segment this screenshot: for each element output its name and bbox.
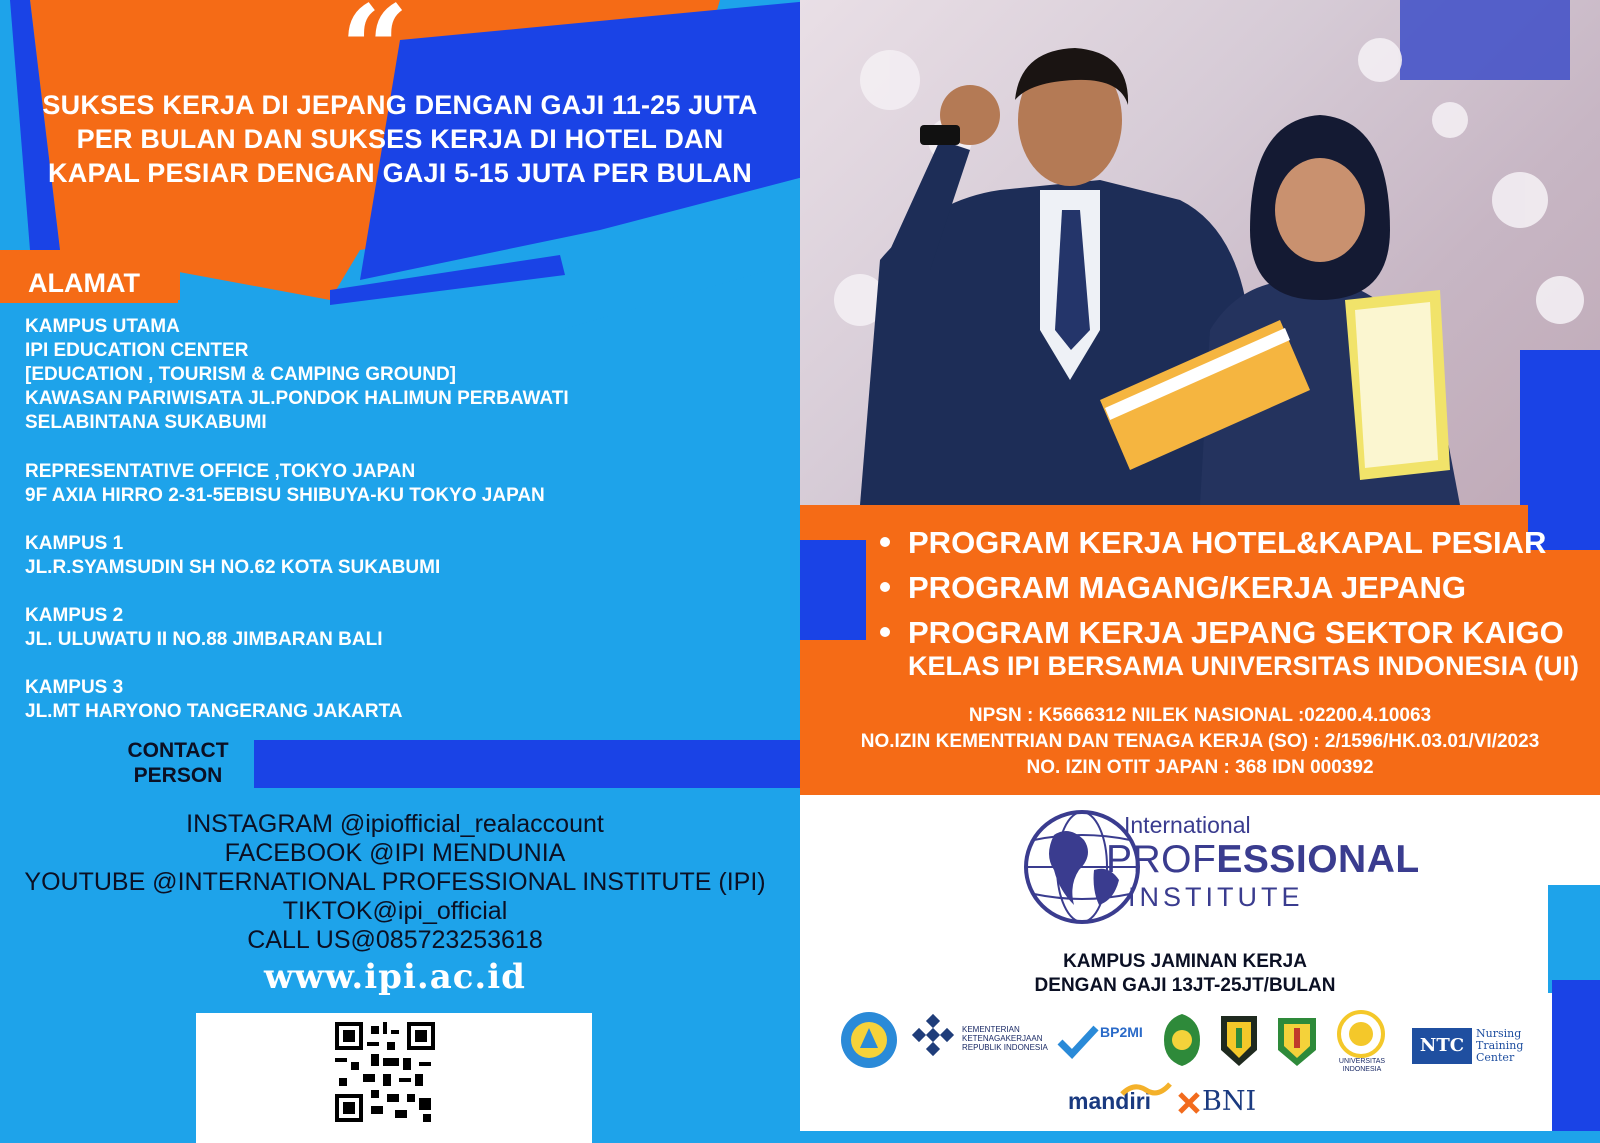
address-kampus-2 [25,604,383,652]
bp2mi-logo-icon [1056,1010,1100,1070]
logo-line3: INSTITUTE [1128,882,1304,912]
program-item [880,570,1466,606]
decor-sky-block [1548,885,1600,993]
facebook-link[interactable]: FACEBOOK @IPI MENDUNIA [224,839,566,867]
jabar-logo-icon [1160,1010,1204,1070]
qr-code-icon[interactable] [335,1022,435,1122]
logo-line2 [1106,838,1420,882]
program-sub: KELAS IPI BERSAMA UNIVERSITAS INDONESIA (UI) [908,651,1580,681]
address-line: SELABINTANA SUKABUMI [25,412,267,433]
city-logo-icon [1270,1010,1324,1070]
tagline [1010,950,1360,998]
address-kampus-3 [25,676,403,724]
address-line: REPRESENTATIVE OFFICE ,TOKYO JAPAN [25,461,416,482]
hero-photo [800,0,1600,505]
ipi-logo [1024,810,1420,925]
npsn-info: NPSN : K5666312 NILEK NASIONAL :02200.4.10063 [968,705,1432,726]
address-line: KAMPUS 2 [25,605,124,626]
youtube-link[interactable]: YOUTUBE @INTERNATIONAL PROFESSIONAL INSTITUTE (IPI) [24,868,766,896]
ui-text [1333,1058,1391,1074]
otit-info: NO. IZIN OTIT JAPAN : 368 IDN 000392 [1026,757,1374,778]
decor-blue-block [800,540,866,640]
address-line: JL.MT HARYONO TANGERANG JAKARTA [25,701,403,722]
mandiri-logo: mandiri [1068,1088,1152,1114]
program-item [880,525,1546,561]
ntc-line: Center [1476,1051,1515,1064]
ntc-logo-icon: NTC [1412,1028,1472,1064]
ntc-text [1476,1028,1523,1064]
alamat-label: ALAMAT [0,263,178,303]
address-line: JL.R.SYAMSUDIN SH NO.62 KOTA SUKABUMI [25,557,441,578]
bullet-icon [880,582,890,592]
tagline-line: DENGAN GAJI 13JT-25JT/BULAN [1034,975,1336,996]
bullet-icon [880,627,890,637]
kemnaker-line: REPUBLIK INDONESIA [962,1043,1048,1052]
program-item [880,615,1564,651]
address-kampus-utama [25,315,569,435]
decor-blue-block-bottom [1552,980,1600,1131]
banten-logo-icon [1217,1010,1261,1070]
address-line: KAWASAN PARIWISATA JL.PONDOK HALIMUN PERBAWATI [25,388,569,409]
address-line: KAMPUS 3 [25,677,124,698]
address-line: IPI EDUCATION CENTER [25,340,249,361]
kemnaker-line: KETENAGAKERJAAN [962,1034,1043,1043]
address-line: 9F AXIA HIRRO 2-31-5EBISU SHIBUYA-KU TOKYO JAPAN [25,485,545,506]
tut-wuri-logo-icon [840,1010,898,1070]
license-info: NO.IZIN KEMENTRIAN DAN TENAGA KERJA (SO) : 2/1596/HK.03.01/VI/2023 [860,731,1540,752]
kemnaker-line: KEMENTERIAN [962,1025,1020,1034]
address-line: JL. ULUWATU II NO.88 JIMBARAN BALI [25,629,383,650]
contact-label-line: CONTACT [127,739,229,762]
social-list [0,810,790,955]
headline: SUKSES KERJA DI JEPANG DENGAN GAJI 11-25 JUTA PER BULAN DAN SUKSES KERJA DI HOTEL DAN KAPAL PESIAR DENGAN GAJI 5-15 JUTA PER BULAN [42,90,758,188]
instagram-link[interactable]: INSTAGRAM @ipiofficial_realaccount [186,810,604,838]
logo-essional: ESSIONAL [1216,838,1420,881]
tagline-line: KAMPUS JAMINAN KERJA [1063,951,1307,972]
address-kampus-1 [25,532,440,580]
ntc-line: Training [1476,1039,1524,1052]
tiktok-link[interactable]: TIKTOK@ipi_official [282,897,508,925]
bp2mi-text: BP2MI [1100,1024,1143,1040]
bni-logo: BNI [1202,1086,1257,1117]
address-line: KAMPUS UTAMA [25,316,180,337]
address-tokyo [25,460,545,508]
students-illustration [800,0,1600,505]
ui-line: INDONESIA [1342,1066,1382,1073]
kemnaker-text [962,1025,1048,1052]
contact-person-label [108,738,248,788]
phone-link[interactable]: CALL US@085723253618 [247,926,543,954]
contact-bar [254,740,802,788]
bullet-icon [880,537,890,547]
logo-line1: International [1124,812,1251,838]
program-label: PROGRAM KERJA HOTEL&KAPAL PESIAR [908,525,1547,560]
program-label: PROGRAM MAGANG/KERJA JEPANG [908,570,1467,605]
contact-label-line: PERSON [133,764,223,787]
website-link[interactable]: www.ipi.ac.id [264,957,526,997]
ui-line: UNIVERSITAS [1338,1058,1386,1065]
ui-logo-icon [1336,1010,1386,1058]
ntc-line: Nursing [1476,1027,1522,1040]
address-line: KAMPUS 1 [25,533,124,554]
program-label: PROGRAM KERJA JEPANG SEKTOR KAIGO [908,615,1564,650]
address-line: [EDUCATION , TOURISM & CAMPING GROUND] [25,364,457,385]
logo-prof: PROF [1106,838,1217,881]
quote-mark: “ [340,0,410,120]
kemnaker-logo-icon [908,1010,958,1070]
mandiri-wave-icon [1120,1080,1172,1098]
decor-blue-block-right [1528,350,1600,550]
bni-mark-icon [1178,1092,1200,1114]
